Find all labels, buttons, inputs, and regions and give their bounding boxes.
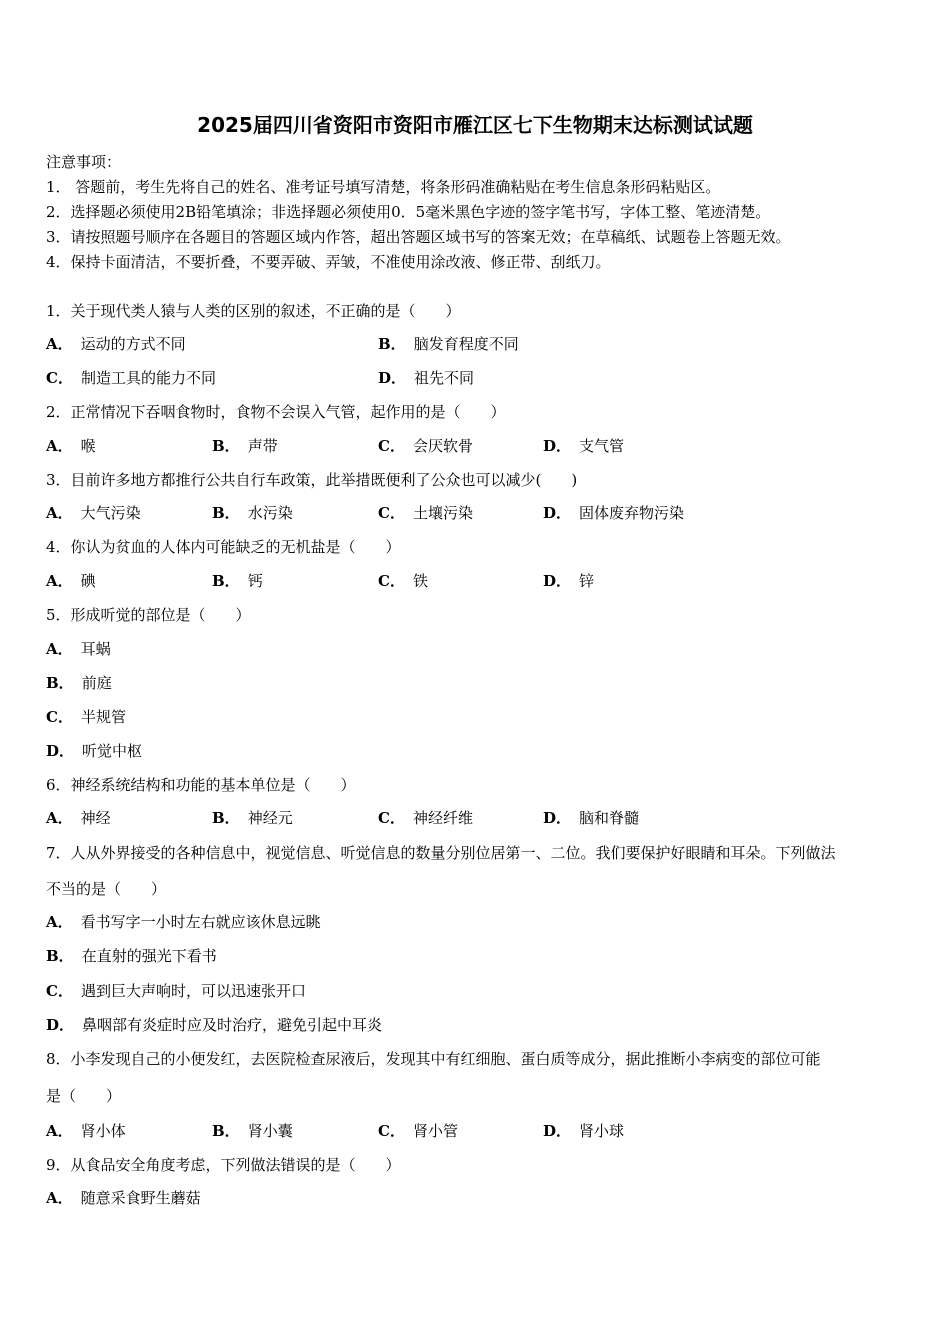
option-b: B． 钙 bbox=[212, 572, 263, 590]
option-a: A． 神经 bbox=[46, 809, 111, 827]
question-stem: 8．小李发现自己的小便发红，去医院检查尿液后，发现其中有红细胞、蛋白质等成分，据此推断小李病变的部位可能 bbox=[46, 1050, 821, 1068]
option-b: B． 水污染 bbox=[212, 504, 293, 522]
question-stem: 4．你认为贫血的人体内可能缺乏的无机盐是（ ） bbox=[46, 538, 401, 556]
notice-item: 4．保持卡面清洁，不要折叠，不要弄破、弄皱，不准使用涂改液、修正带、刮纸刀。 bbox=[46, 253, 611, 271]
option-d: D． 肾小球 bbox=[543, 1122, 625, 1140]
page-title: 2025届四川省资阳市资阳市雁江区七下生物期末达标测试试题 bbox=[197, 113, 753, 137]
option-a: A． 肾小体 bbox=[46, 1122, 126, 1140]
question-stem: 1．关于现代类人猿与人类的区别的叙述，不正确的是（ ） bbox=[46, 302, 461, 320]
option-c: C． 神经纤维 bbox=[378, 809, 473, 827]
option-d: D． 支气管 bbox=[543, 437, 625, 455]
option-c: C． 会厌软骨 bbox=[378, 437, 473, 455]
option-d: D． 固体废弃物污染 bbox=[543, 504, 685, 522]
option-d: D． 鼻咽部有炎症时应及时治疗，避免引起中耳炎 bbox=[46, 1016, 383, 1034]
question-stem: 5．形成听觉的部位是（ ） bbox=[46, 606, 251, 624]
option-b: B． 在直射的强光下看书 bbox=[46, 947, 217, 965]
option-c: C． 土壤污染 bbox=[378, 504, 473, 522]
option-a: A． 喉 bbox=[46, 437, 96, 455]
question-stem: 6．神经系统结构和功能的基本单位是（ ） bbox=[46, 776, 356, 794]
question-stem: 3．目前许多地方都推行公共自行车政策，此举措既便利了公众也可以减少( ) bbox=[46, 471, 578, 489]
option-c: C． 半规管 bbox=[46, 708, 126, 726]
option-d: D． 祖先不同 bbox=[378, 369, 475, 387]
option-a: A． 碘 bbox=[46, 572, 96, 590]
option-a: A． 随意采食野生蘑菇 bbox=[46, 1189, 201, 1207]
option-c: C． 肾小管 bbox=[378, 1122, 458, 1140]
option-c: C． 遇到巨大声响时，可以迅速张开口 bbox=[46, 982, 306, 1000]
option-a: A． 运动的方式不同 bbox=[46, 335, 186, 353]
notice-item: 3．请按照题号顺序在各题目的答题区域内作答，超出答题区域书写的答案无效；在草稿纸、试题卷上答题无效。 bbox=[46, 228, 791, 246]
question-stem-continued: 是（ ） bbox=[46, 1087, 122, 1105]
question-stem: 9．从食品安全角度考虑，下列做法错误的是（ ） bbox=[46, 1156, 401, 1174]
question-stem-continued: 不当的是（ ） bbox=[46, 880, 167, 898]
option-b: B． 声带 bbox=[212, 437, 278, 455]
option-d: D． 脑和脊髓 bbox=[543, 809, 640, 827]
option-b: B． 肾小囊 bbox=[212, 1122, 293, 1140]
option-d: D． 听觉中枢 bbox=[46, 742, 143, 760]
option-c: C． 铁 bbox=[378, 572, 428, 590]
notice-item: 1． 答题前，考生先将自己的姓名、准考证号填写清楚，将条形码准确粘贴在考生信息条形码粘贴区。 bbox=[46, 178, 721, 196]
option-a: A． 看书写字一小时左右就应该休息远眺 bbox=[46, 913, 321, 931]
option-b: B． 脑发育程度不同 bbox=[378, 335, 519, 353]
option-a: A． 耳蜗 bbox=[46, 640, 111, 658]
option-c: C． 制造工具的能力不同 bbox=[46, 369, 216, 387]
notice-item: 2．选择题必须使用2B铅笔填涂；非选择题必须使用0．5毫米黑色字迹的签字笔书写，字体工整、笔迹清楚。 bbox=[46, 203, 771, 221]
notice-heading: 注意事项： bbox=[46, 153, 122, 171]
option-b: B． 神经元 bbox=[212, 809, 293, 827]
option-b: B． 前庭 bbox=[46, 674, 112, 692]
option-d: D． 锌 bbox=[543, 572, 595, 590]
option-a: A． 大气污染 bbox=[46, 504, 141, 522]
question-stem: 2．正常情况下吞咽食物时，食物不会误入气管，起作用的是（ ） bbox=[46, 403, 506, 421]
question-stem: 7．人从外界接受的各种信息中，视觉信息、听觉信息的数量分别位居第一、二位。我们要保护好眼睛和耳朵。下列做法 bbox=[46, 844, 836, 862]
